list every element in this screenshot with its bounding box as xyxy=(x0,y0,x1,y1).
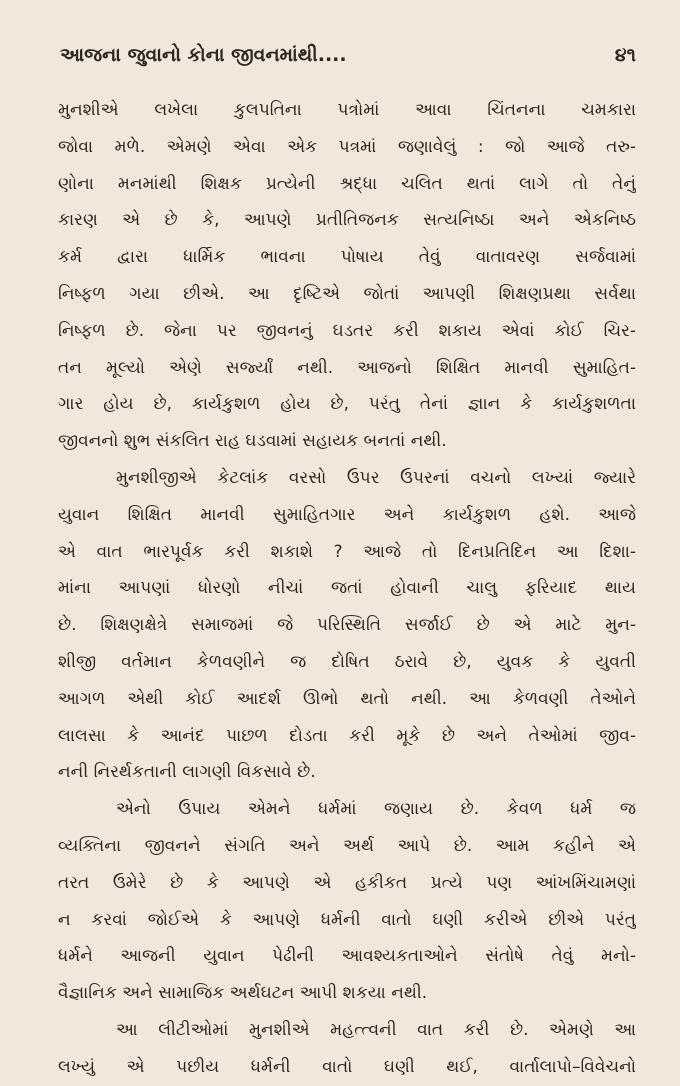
text-line: ધર્મને આજની યુવાન પેઢીની આવશ્યકતાઓને સંતોષે તેવું મનો- xyxy=(58,946,636,967)
text-line: માંના આપણાં ધોરણો નીચાં જતાં હોવાની ચાલુ ફરિયાદ થાય xyxy=(58,578,636,599)
text-line: યુવાન શિક્ષિત માનવી સુમાહિતગાર અને કાર્યકુશળ હશે. આજે xyxy=(58,504,636,525)
text-line: કારણ એ છે કે, આપણે પ્રતીતિજનક સત્યનિષ્ઠા અને એકનિષ્ઠ xyxy=(58,210,636,231)
text-line: જોવા મળે. એમણે એવા એક પત્રમાં જણાવેલું : જો આજે તરુ- xyxy=(58,136,636,157)
text-line: નની નિરર્થકતાની લાગણી વિકસાવે છે. xyxy=(58,762,316,783)
page-header xyxy=(60,44,636,66)
text-line: ણોના મનમાંથી શિક્ષક પ્રત્યેની શ્રદ્ધા ચલિત થતાં લાગે તો તેનું xyxy=(58,173,636,194)
text-line: છે. શિક્ષણક્ષેત્રે સમાજમાં જે પરિસ્થિતિ સર્જાઈ છે એ માટે મુન- xyxy=(58,615,636,636)
text-line: તન મૂલ્યો એણે સર્જ્યાં નથી. આજનો શિક્ષિત માનવી સુમાહિત- xyxy=(58,357,636,378)
text-line: મુનશીએ લખેલા કુલપતિના પત્રોમાં આવા ચિંતનના ચમકારા xyxy=(58,100,636,120)
text-line: આ લીટીઓમાં મુનશીએ મહત્ત્વની વાત કરી છે. એમણે આ xyxy=(116,1019,636,1040)
text-line: વ્યક્તિના જીવનને સંગતિ અને અર્થ આપે છે. આમ કહીને એ xyxy=(58,835,636,856)
text-line: તરત ઉમેરે છે કે આપણે એ હકીકત પ્રત્યે પણ આંખમિંચામણાં xyxy=(58,872,636,893)
body-text xyxy=(58,92,636,1086)
text-line: આગળ એથી કોઈ આદર્શ ઊભો થતો નથી. આ કેળવણી તેઓને xyxy=(58,688,636,709)
page-number: ૪૧ xyxy=(614,44,636,66)
text-line: લાલસા કે આનંદ પાછળ દોડતા કરી મૂકે છે અને તેઓમાં જીવ- xyxy=(58,725,636,746)
text-line: લખ્યું એ પછીય ધર્મની વાતો ઘણી થઈ, વાર્તાલાપો–વિવેચનો xyxy=(58,1056,636,1077)
text-line: ગાર હોય છે, કાર્યકુશળ હોય છે, પરંતુ તેનાં જ્ઞાન કે કાર્યકુશળતા xyxy=(58,394,636,415)
text-line: ન કરવાં જોઈએ કે આપણે ધર્મની વાતો ઘણી કરીએ છીએ પરંતુ xyxy=(58,909,636,930)
text-line: શીજી વર્તમાન કેળવણીને જ દોષિત ઠરાવે છે, યુવક કે યુવતી xyxy=(58,651,636,672)
text-line: એ વાત ભારપૂર્વક કરી શકાશે ? આજે તો દિનપ્રતિદિન આ દિશા- xyxy=(58,541,636,562)
text-line: એનો ઉપાય એમને ધર્મમાં જણાય છે. કેવળ ધર્મ જ xyxy=(116,799,636,820)
text-line: કર્મ દ્વારા ધાર્મિક ભાવના પોષાય તેવું વાતાવરણ સર્જવામાં xyxy=(58,247,636,268)
text-line: જીવનનો શુભ સંકલિત રાહ ઘડવામાં સહાયક બનતાં નથી. xyxy=(58,431,447,452)
text-line: મુનશીજીએ કેટલાંક વરસો ઉપર ઉપરનાં વચનો લખ્યાં જ્યારે xyxy=(116,467,636,488)
text-line: નિષ્ફળ ગયા છીએ. આ દૃષ્ટિએ જોતાં આપણી શિક્ષણપ્રથા સર્વથા xyxy=(58,283,636,304)
running-title: આજના જુવાનો કોના જીવનમાંથી.... xyxy=(60,44,347,66)
text-line: નિષ્ફળ છે. જેના પર જીવનનું ઘડતર કરી શકાય એવાં કોઈ ચિર- xyxy=(58,320,636,341)
text-line: વૈજ્ઞાનિક અને સામાજિક અર્થઘટન આપી શકયા નથી. xyxy=(58,983,428,1004)
